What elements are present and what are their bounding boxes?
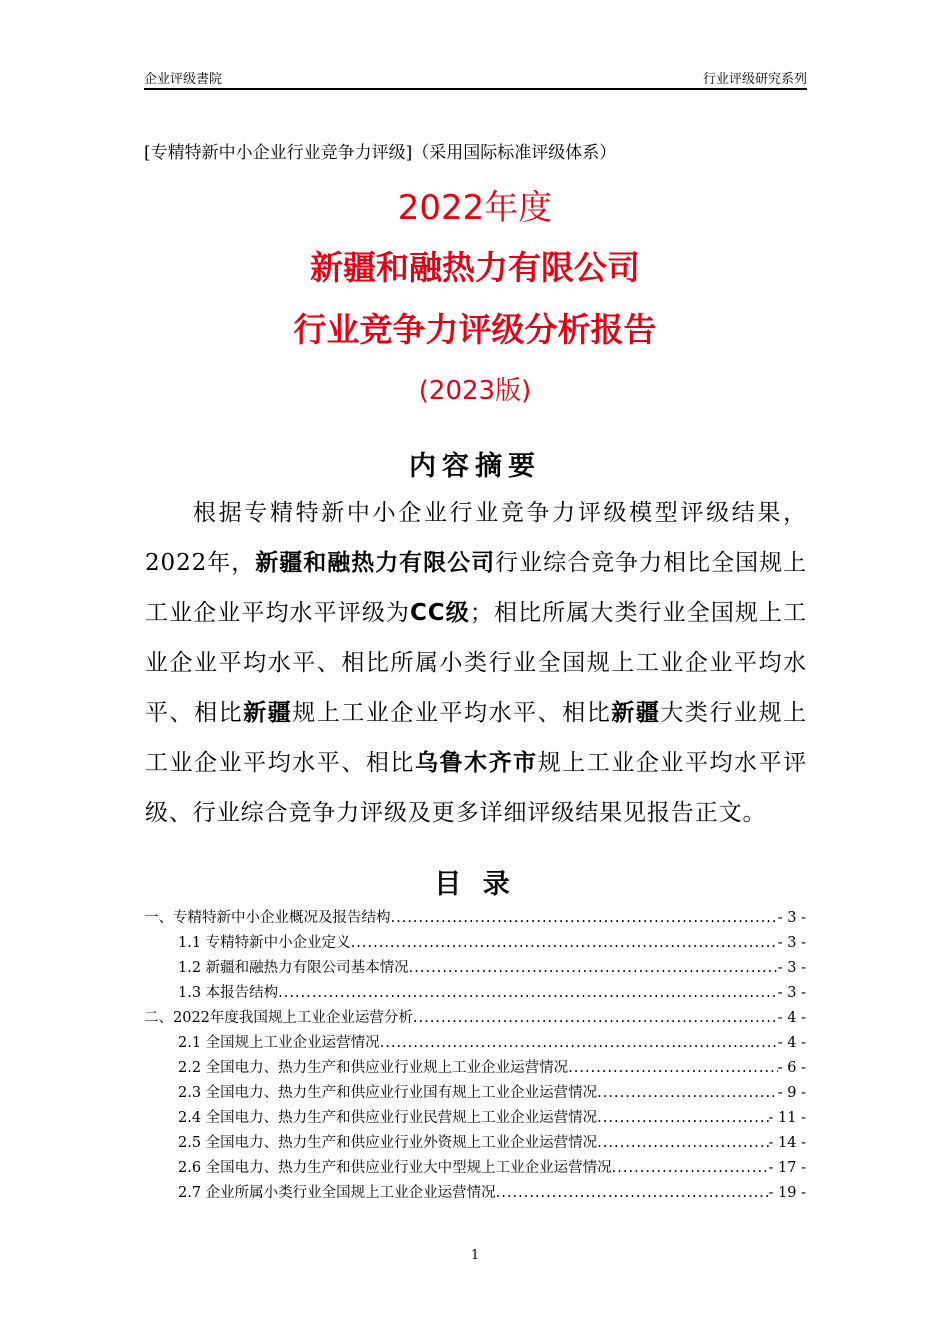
page-number: 1	[470, 1248, 480, 1263]
toc-entry-label: 2.5 全国电力、热力生产和供应业行业外资规上工业企业运营情况	[178, 1135, 598, 1151]
toc-entry[interactable]	[144, 1131, 806, 1156]
abstract-text: 规上工业企业平均水平、相比	[292, 700, 612, 726]
toc-entry-page: - 19 -	[768, 1185, 806, 1201]
toc-entry-label: 2.7 企业所属小类行业全国规上工业企业运营情况	[178, 1185, 496, 1201]
toc-entry-label: 1.1 专精特新中小企业定义	[178, 935, 351, 951]
abstract-heading: 内容摘要	[409, 451, 541, 482]
toc-entry[interactable]	[144, 956, 806, 981]
toc-entry[interactable]	[144, 1031, 806, 1056]
toc-leader-dots	[597, 1131, 768, 1156]
toc-entry-page: - 6 -	[777, 1060, 806, 1076]
abstract-paragraph	[145, 488, 807, 838]
toc-entry-label: 2.1 全国规上工业企业运营情况	[178, 1035, 380, 1051]
toc-leader-dots	[351, 931, 778, 956]
toc-entry-page: - 4 -	[777, 1035, 806, 1051]
toc-leader-dots	[597, 1106, 768, 1131]
toc-entry-label: 1.3 本报告结构	[178, 985, 279, 1001]
title-edition: (2023版)	[418, 376, 532, 406]
abstract-emphasis: 乌鲁木齐市	[414, 750, 538, 776]
toc-entry-label: 2.4 全国电力、热力生产和供应业行业民营规上工业企业运营情况	[178, 1110, 598, 1126]
toc-leader-dots	[496, 1181, 769, 1206]
abstract-emphasis: 新疆	[243, 700, 293, 726]
toc-leader-dots	[278, 981, 778, 1006]
title-company: 新疆和融热力有限公司	[310, 248, 640, 287]
toc-entry-page: - 14 -	[768, 1135, 806, 1151]
toc-leader-dots	[597, 1081, 778, 1106]
toc-entry[interactable]	[144, 1106, 806, 1131]
abstract-text: 行业综合竞争力相比全国规上工业企业平均水平评级为	[145, 550, 808, 626]
toc-entry-page: - 9 -	[777, 1085, 806, 1101]
toc-entry-label: 一、专精特新中小企业概况及报告结构	[144, 910, 391, 926]
toc-entry[interactable]	[144, 906, 806, 931]
toc-leader-dots	[409, 956, 778, 981]
abstract-text: 大类行业规上工业企业平均水平、相比	[145, 700, 807, 776]
toc-leader-dots	[391, 906, 778, 931]
toc-entry[interactable]	[144, 1156, 806, 1181]
toc-entry[interactable]	[144, 1081, 806, 1106]
toc-entry-page: - 11 -	[768, 1110, 806, 1126]
toc-heading: 目 录	[434, 869, 516, 900]
title-year: 2022年度	[397, 188, 553, 228]
toc-entry[interactable]	[144, 931, 806, 956]
toc-entry-page: - 17 -	[768, 1160, 806, 1176]
toc-entry-label: 二、2022年度我国规上工业企业运营分析	[144, 1010, 413, 1026]
table-of-contents	[144, 906, 806, 1206]
header-left: 企业评级書院	[144, 72, 223, 87]
toc-entry-page: - 3 -	[777, 935, 806, 951]
toc-entry-label: 2.6 全国电力、热力生产和供应业行业大中型规上工业企业运营情况	[178, 1160, 612, 1176]
header-right: 行业评级研究系列	[702, 72, 807, 87]
series-label: [专精特新中小企业行业竞争力评级]（采用国际标准评级体系）	[144, 143, 617, 163]
abstract-text: 规上工业企业平均水平评级、行业综合竞争力评级及更多详细评级结果见报告正文。	[145, 750, 808, 826]
toc-entry[interactable]	[144, 1006, 806, 1031]
abstract-text: ；相比所属大类行业全国规上工业企业平均水平、相比所属小类行业全国规上工业企业平均水平、相比	[145, 600, 807, 726]
toc-leader-dots	[612, 1156, 769, 1181]
toc-entry[interactable]	[144, 1056, 806, 1081]
toc-leader-dots	[568, 1056, 778, 1081]
toc-entry-label: 2.3 全国电力、热力生产和供应业行业国有规上工业企业运营情况	[178, 1085, 598, 1101]
abstract-text: 根据专精特新中小企业行业竞争力评级模型评级结果，2022年，	[145, 500, 807, 576]
toc-entry-page: - 3 -	[777, 910, 806, 926]
toc-leader-dots	[380, 1031, 778, 1056]
toc-entry-page: - 3 -	[777, 960, 806, 976]
toc-entry-page: - 4 -	[777, 1010, 806, 1026]
toc-entry[interactable]	[144, 981, 806, 1006]
title-report: 行业竞争力评级分析报告	[293, 310, 657, 349]
abstract-emphasis: 新疆	[611, 700, 661, 726]
abstract-emphasis: CC级	[410, 600, 470, 626]
page-header	[144, 68, 807, 90]
toc-entry-label: 1.2 新疆和融热力有限公司基本情况	[178, 960, 409, 976]
toc-entry[interactable]	[144, 1181, 806, 1206]
toc-leader-dots	[413, 1006, 778, 1031]
abstract-emphasis: 新疆和融热力有限公司	[255, 550, 496, 576]
toc-entry-label: 2.2 全国电力、热力生产和供应业行业规上工业企业运营情况	[178, 1060, 569, 1076]
toc-entry-page: - 3 -	[777, 985, 806, 1001]
